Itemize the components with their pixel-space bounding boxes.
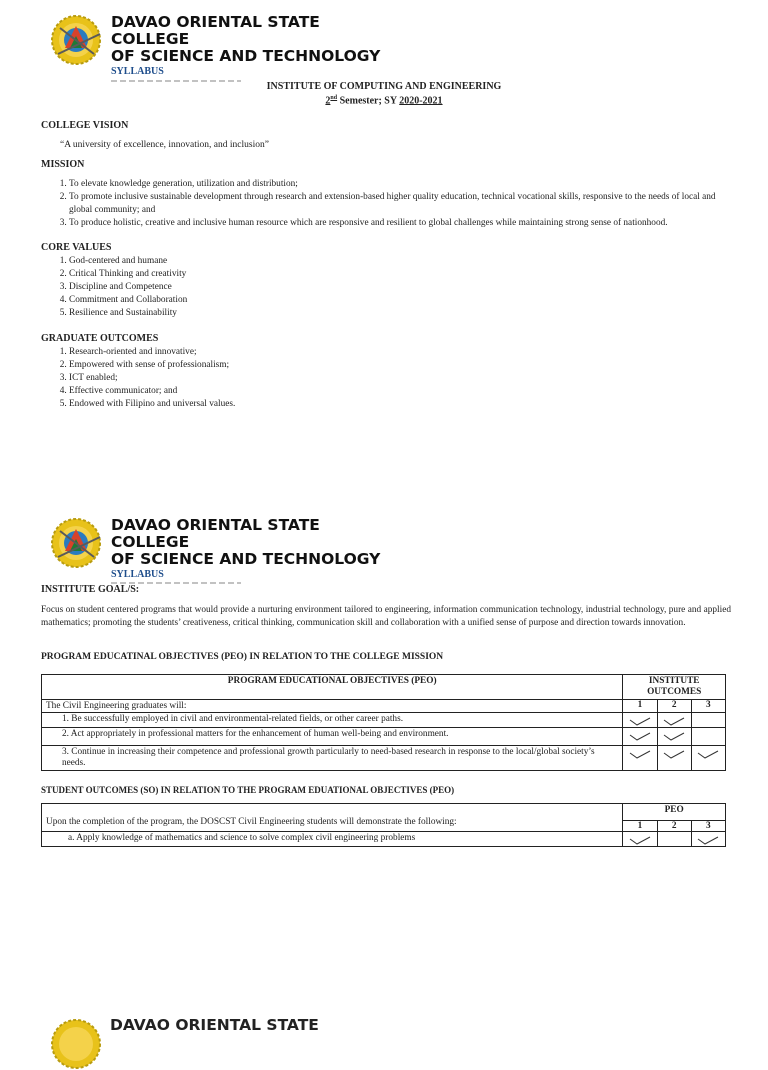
outcome-num: 1 (623, 700, 657, 713)
mission-heading: MISSION (41, 159, 85, 170)
graduate-outcome-item: 1. Research-oriented and innovative; (69, 346, 441, 359)
check-cell (657, 832, 691, 847)
check-cell (657, 713, 691, 728)
checkmark-icon (697, 749, 719, 759)
checkmark-icon (629, 835, 651, 845)
peo-row-text: 1. Be successfully employed in civil and environmental-related fields, or other career paths. (42, 713, 623, 728)
college-title-partial: DAVAO ORIENTAL STATE (110, 1016, 319, 1034)
core-value-item: 1. God-centered and humane (69, 255, 341, 268)
check-cell (691, 832, 725, 847)
vision-heading: COLLEGE VISION (41, 120, 129, 131)
graduate-outcome-item: 4. Effective communicator; and (69, 385, 441, 398)
graduate-outcome-item: 2. Empowered with sense of professionalism; (69, 359, 441, 372)
college-logo (50, 1018, 106, 1070)
core-value-item: 2. Critical Thinking and creativity (69, 268, 341, 281)
outcome-num: 3 (691, 700, 725, 713)
checkmark-icon (629, 731, 651, 741)
so-table (41, 803, 726, 847)
mission-item: 1. To elevate knowledge generation, utilization and distribution; (69, 178, 731, 191)
core-value-item: 3. Discipline and Competence (69, 281, 341, 294)
peo-row-text: 2. Act appropriately in professional matters for the enhancement of human well-being and environment. (42, 728, 623, 746)
syllabus-label: SYLLABUS (111, 569, 164, 580)
mission-item: 2. To promote inclusive sustainable development through research and extension-based higher quality education, technical vocational skills, responsive to the needs of local and global community; and (69, 191, 731, 217)
mission-list (41, 178, 731, 230)
table-row (42, 728, 726, 746)
college-title: DAVAO ORIENTAL STATE COLLEGE OF SCIENCE AND TECHNOLOGY (111, 516, 381, 568)
checkmark-icon (663, 716, 685, 726)
peo-num: 2 (657, 821, 691, 832)
institute-goal-heading: INSTITUTE GOAL/S: (41, 584, 140, 595)
check-cell (657, 746, 691, 771)
table-row (42, 713, 726, 728)
check-cell (623, 832, 657, 847)
check-cell (623, 728, 657, 746)
college-logo (50, 517, 106, 569)
core-values-heading: CORE VALUES (41, 242, 112, 253)
peo-table (41, 674, 726, 771)
core-values-list (41, 255, 341, 320)
college-title: DAVAO ORIENTAL STATE COLLEGE OF SCIENCE AND TECHNOLOGY (111, 13, 381, 65)
peo-num: 3 (691, 821, 725, 832)
check-cell (657, 728, 691, 746)
check-cell (623, 746, 657, 771)
semester-line: 2nd Semester; SY 2020-2021 (325, 95, 443, 107)
checkmark-icon (663, 749, 685, 759)
institute-outcomes-header: INSTITUTE OUTCOMES (623, 675, 726, 700)
checkmark-icon (663, 731, 685, 741)
core-value-item: 4. Commitment and Collaboration (69, 294, 341, 307)
so-heading: STUDENT OUTCOMES (SO) IN RELATION TO THE PROGRAM EDUATIONAL OBJECTIVES (PEO) (41, 785, 455, 795)
peo-intro: The Civil Engineering graduates will: (42, 700, 623, 713)
peo-column-header: PROGRAM EDUCATIONAL OBJECTIVES (PEO) (42, 675, 623, 700)
graduate-outcome-item: 5. Endowed with Filipino and universal values. (69, 398, 441, 411)
core-value-item: 5. Resilience and Sustainability (69, 307, 341, 320)
syllabus-label: SYLLABUS (111, 66, 164, 77)
check-cell (691, 728, 725, 746)
institute-name: INSTITUTE OF COMPUTING AND ENGINEERING (266, 81, 502, 92)
mission-item: 3. To produce holistic, creative and inclusive human resource which are responsive and resilient to global challenges while maintaining strong sense of nationhood. (69, 217, 731, 230)
graduate-outcome-item: 3. ICT enabled; (69, 372, 441, 385)
graduate-outcomes-heading: GRADUATE OUTCOMES (41, 333, 159, 344)
so-row-text: a. Apply knowledge of mathematics and science to solve complex civil engineering problems (42, 832, 623, 847)
peo-header: PEO (623, 804, 726, 821)
vision-text: “A university of excellence, innovation, and inclusion” (60, 140, 269, 150)
graduate-outcomes-list (41, 346, 441, 411)
check-cell (691, 713, 725, 728)
check-cell (623, 713, 657, 728)
table-row (42, 832, 726, 847)
check-cell (691, 746, 725, 771)
peo-heading: PROGRAM EDUCATINAL OBJECTIVES (PEO) IN RELATION TO THE COLLEGE MISSION (41, 652, 444, 662)
outcome-num: 2 (657, 700, 691, 713)
college-logo (50, 14, 106, 66)
checkmark-icon (697, 835, 719, 845)
peo-row-text: 3. Continue in increasing their competence and professional growth particularly to need-based research in response to the local/global society’s needs. (42, 746, 623, 771)
peo-num: 1 (623, 821, 657, 832)
so-intro: Upon the completion of the program, the DOSCST Civil Engineering students will demonstrate the following: (42, 804, 623, 832)
checkmark-icon (629, 749, 651, 759)
checkmark-icon (629, 716, 651, 726)
institute-goal-text: Focus on student centered programs that would provide a nurturing environment tailored to engineering, information communication technology, industrial technology, pure and applied mathematics; promoting the students’ creativeness, critical thinking, communication skill and collaboration with a unified sense of purpose and direction towards innovation. (41, 605, 731, 628)
table-row (42, 746, 726, 771)
